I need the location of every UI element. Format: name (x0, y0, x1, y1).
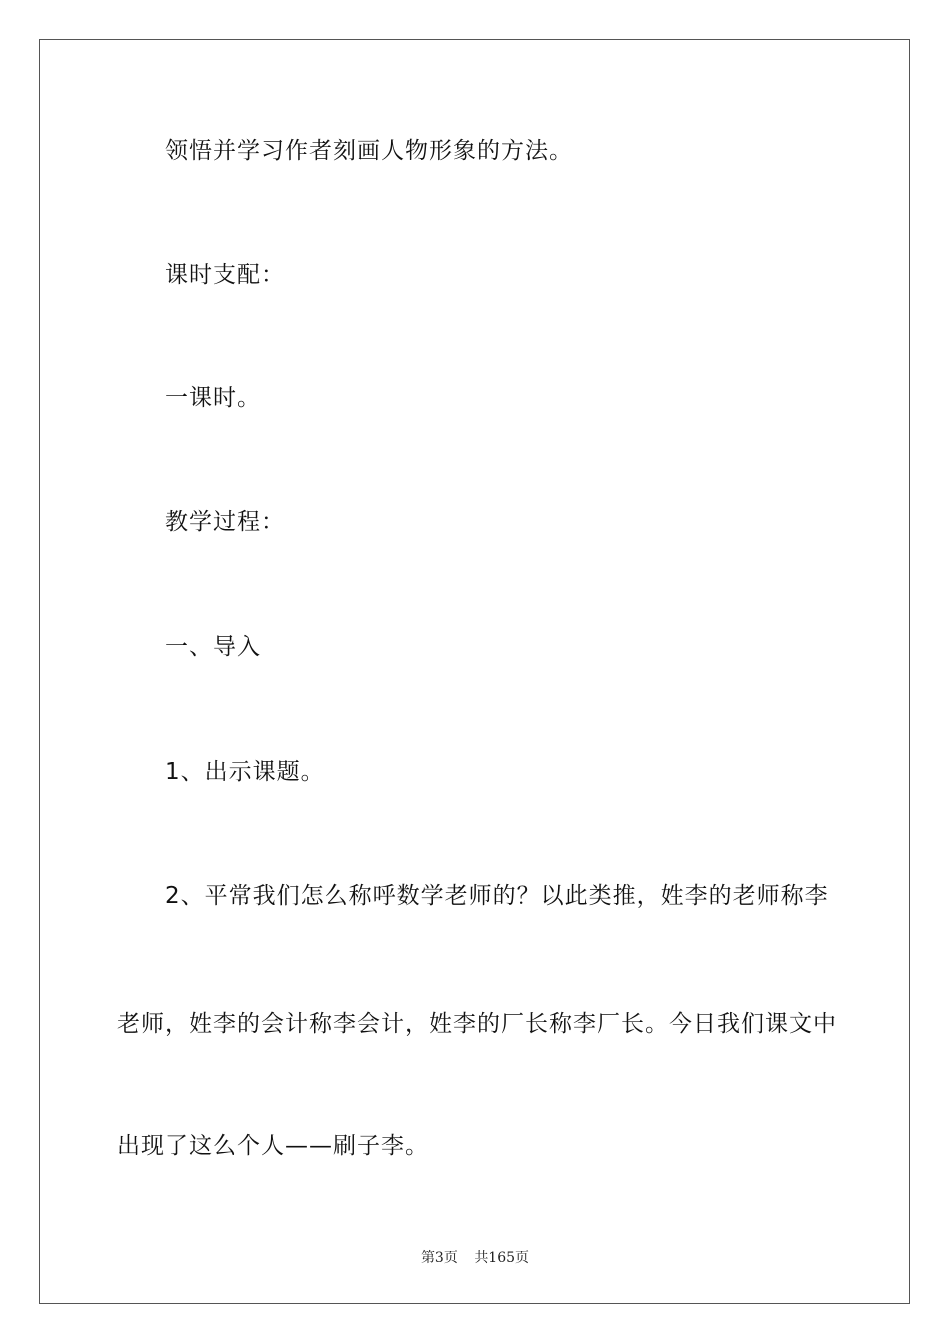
page-footer (0, 1247, 950, 1267)
paragraph-schedule-heading: 课时支配： (165, 262, 285, 288)
paragraph-method: 领悟并学习作者刻画人物形象的方法。 (165, 138, 573, 164)
paragraph-section-intro: 一、导入 (165, 634, 261, 660)
page-number: 第3页 (420, 1250, 458, 1266)
paragraph-step-2-line-3: 出现了这么个人——刷子李。 (117, 1133, 429, 1159)
page-border (39, 39, 910, 1304)
page-total: 共165页 (474, 1250, 530, 1266)
paragraph-process-heading: 教学过程： (165, 509, 285, 535)
paragraph-schedule-value: 一课时。 (165, 385, 261, 411)
paragraph-step-2-line-2: 老师，姓李的会计称李会计，姓李的厂长称李厂长。今日我们课文中 (117, 1011, 837, 1037)
paragraph-step-1: 1、出示课题。 (165, 759, 325, 785)
paragraph-step-2-line-1: 2、平常我们怎么称呼数学老师的？以此类推，姓李的老师称李 (165, 883, 829, 909)
